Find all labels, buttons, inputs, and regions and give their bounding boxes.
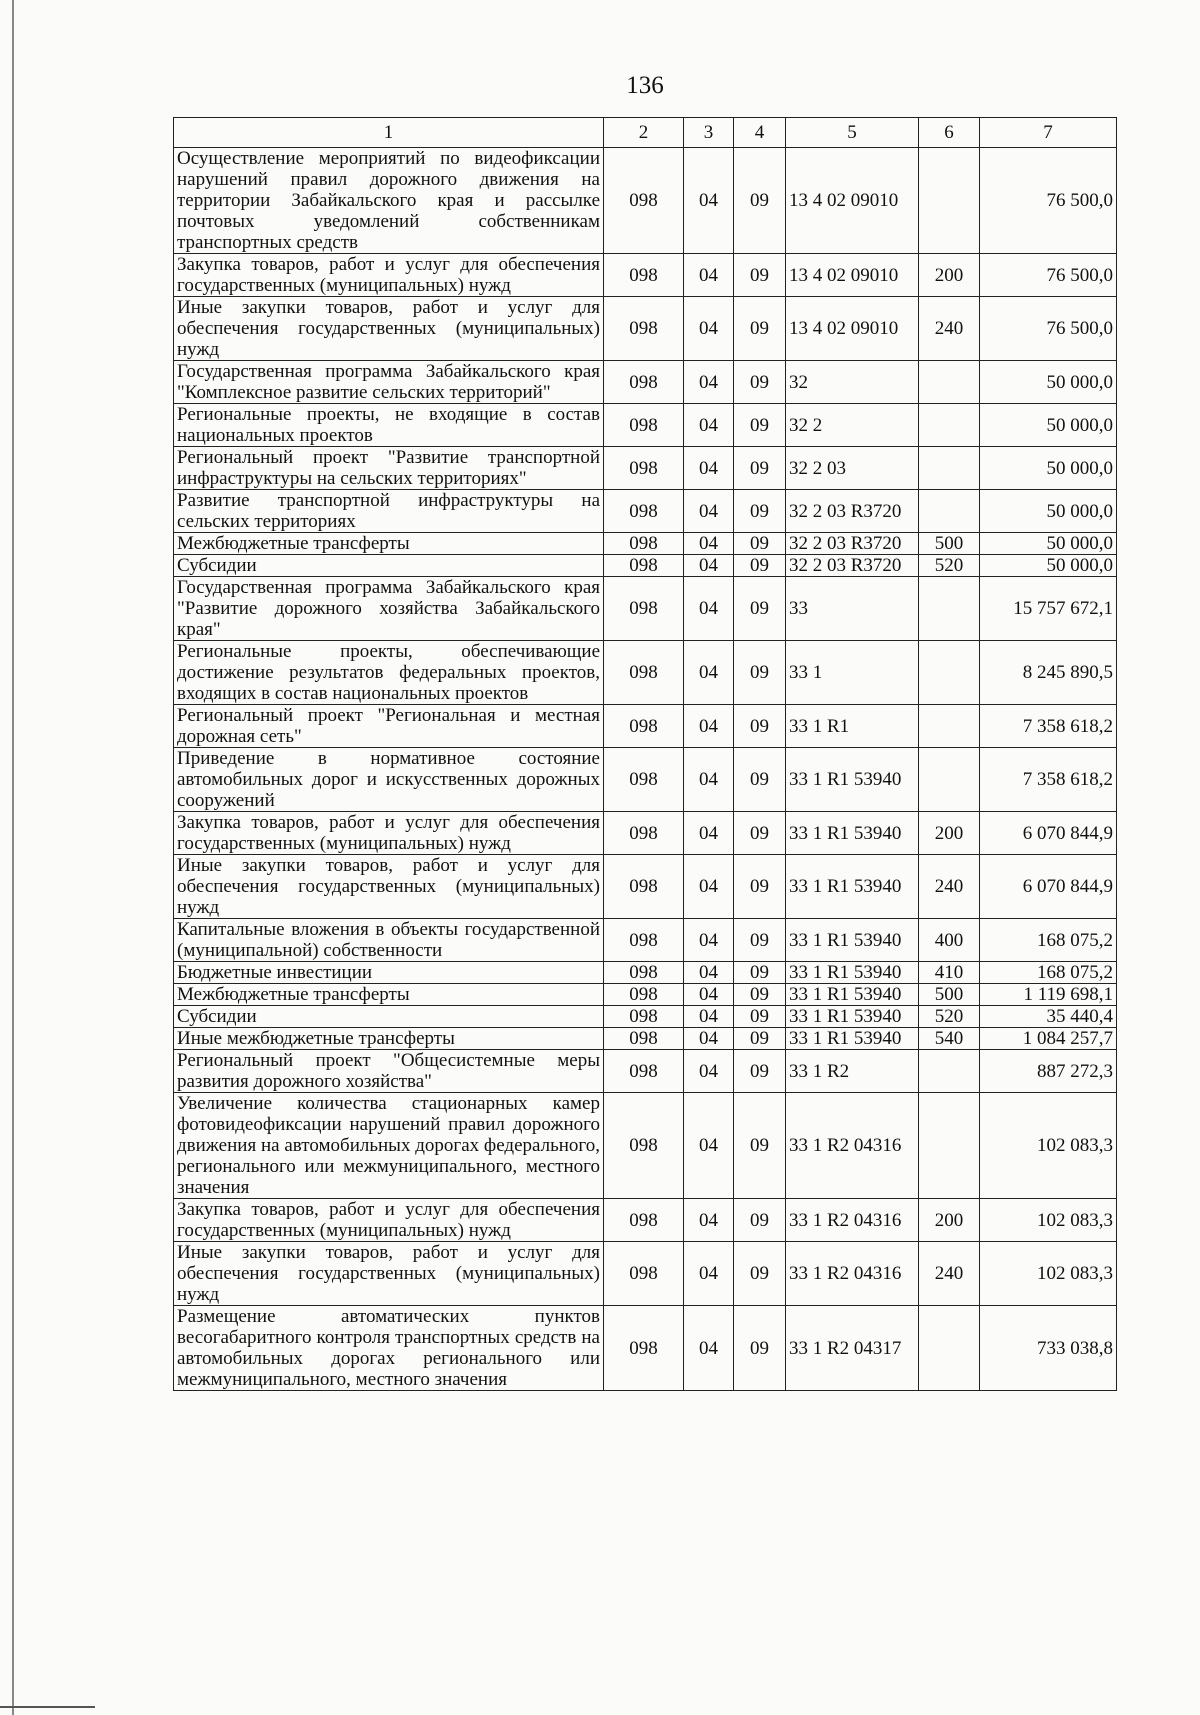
row-amount-cell: 102 083,3 (980, 1242, 1117, 1306)
row-gr-cell: 098 (604, 748, 684, 812)
row-csr-cell: 33 1 (786, 641, 919, 705)
row-gr-cell: 098 (604, 705, 684, 748)
row-csr-cell: 32 2 03 R3720 (786, 490, 919, 533)
page-number: 136 (626, 72, 664, 99)
row-vr-cell (919, 404, 980, 447)
row-vr-cell: 400 (919, 919, 980, 962)
row-vr-cell (919, 148, 980, 254)
row-pr-cell: 09 (734, 254, 786, 297)
row-csr-cell: 33 1 R1 53940 (786, 1028, 919, 1050)
row-pr-cell: 09 (734, 919, 786, 962)
row-name-cell: Межбюджетные трансферты (174, 984, 604, 1006)
table-row (174, 577, 1117, 641)
row-amount-cell: 50 000,0 (980, 404, 1117, 447)
row-pr-cell: 09 (734, 748, 786, 812)
row-pr-cell: 09 (734, 297, 786, 361)
row-vr-cell (919, 1306, 980, 1391)
row-gr-cell: 098 (604, 533, 684, 555)
table-row (174, 533, 1117, 555)
table-row (174, 748, 1117, 812)
row-vr-cell (919, 447, 980, 490)
row-rz-cell: 04 (684, 1093, 734, 1199)
row-name-cell: Региональный проект "Региональная и местная дорожная сеть" (174, 705, 604, 748)
row-rz-cell: 04 (684, 297, 734, 361)
row-csr-cell: 33 1 R1 53940 (786, 812, 919, 855)
row-gr-cell: 098 (604, 1050, 684, 1093)
row-rz-cell: 04 (684, 404, 734, 447)
row-gr-cell: 098 (604, 1242, 684, 1306)
row-gr-cell: 098 (604, 148, 684, 254)
row-pr-cell: 09 (734, 855, 786, 919)
row-name-cell: Региональные проекты, не входящие в состав национальных проектов (174, 404, 604, 447)
row-amount-cell: 50 000,0 (980, 361, 1117, 404)
row-gr-cell: 098 (604, 1028, 684, 1050)
row-csr-cell: 32 2 03 (786, 447, 919, 490)
table-header-row (174, 118, 1117, 148)
row-gr-cell: 098 (604, 855, 684, 919)
row-amount-cell: 1 084 257,7 (980, 1028, 1117, 1050)
row-pr-cell: 09 (734, 1306, 786, 1391)
row-rz-cell: 04 (684, 984, 734, 1006)
row-gr-cell: 098 (604, 577, 684, 641)
row-pr-cell: 09 (734, 148, 786, 254)
row-gr-cell: 098 (604, 361, 684, 404)
row-rz-cell: 04 (684, 1028, 734, 1050)
row-name-cell: Иные межбюджетные трансферты (174, 1028, 604, 1050)
row-pr-cell: 09 (734, 447, 786, 490)
row-pr-cell: 09 (734, 490, 786, 533)
row-csr-cell: 33 1 R1 53940 (786, 855, 919, 919)
row-amount-cell: 50 000,0 (980, 533, 1117, 555)
row-rz-cell: 04 (684, 577, 734, 641)
row-name-cell: Увеличение количества стационарных камер фотовидеофиксации нарушений правил дорожного движения на автомобильных дорогах федерального, регионального или межмуниципального, местного значения (174, 1093, 604, 1199)
table-row (174, 297, 1117, 361)
row-rz-cell: 04 (684, 148, 734, 254)
row-rz-cell: 04 (684, 254, 734, 297)
row-name-cell: Закупка товаров, работ и услуг для обеспечения государственных (муниципальных) нужд (174, 1199, 604, 1242)
row-gr-cell: 098 (604, 1199, 684, 1242)
row-amount-cell: 76 500,0 (980, 254, 1117, 297)
row-gr-cell: 098 (604, 812, 684, 855)
row-name-cell: Размещение автоматических пунктов весогабаритного контроля транспортных средств на автомобильных дорогах регионального или межмуниципального, местного значения (174, 1306, 604, 1391)
row-amount-cell: 102 083,3 (980, 1199, 1117, 1242)
table-row (174, 705, 1117, 748)
row-vr-cell (919, 361, 980, 404)
row-name-cell: Региональный проект "Развитие транспортной инфраструктуры на сельских территориях" (174, 447, 604, 490)
row-vr-cell: 240 (919, 855, 980, 919)
row-vr-cell: 200 (919, 1199, 980, 1242)
row-gr-cell: 098 (604, 297, 684, 361)
row-name-cell: Региональные проекты, обеспечивающие достижение результатов федеральных проектов, входящих в состав национальных проектов (174, 641, 604, 705)
row-amount-cell: 50 000,0 (980, 555, 1117, 577)
row-name-cell: Иные закупки товаров, работ и услуг для обеспечения государственных (муниципальных) нужд (174, 297, 604, 361)
row-vr-cell: 540 (919, 1028, 980, 1050)
row-vr-cell (919, 577, 980, 641)
row-name-cell: Государственная программа Забайкальского края "Комплексное развитие сельских территорий" (174, 361, 604, 404)
row-amount-cell: 50 000,0 (980, 447, 1117, 490)
row-gr-cell: 098 (604, 555, 684, 577)
row-name-cell: Иные закупки товаров, работ и услуг для обеспечения государственных (муниципальных) нужд (174, 1242, 604, 1306)
row-name-cell: Субсидии (174, 555, 604, 577)
row-gr-cell: 098 (604, 490, 684, 533)
table-row (174, 962, 1117, 984)
row-amount-cell: 168 075,2 (980, 919, 1117, 962)
scan-margin-line (12, 0, 14, 1715)
row-name-cell: Развитие транспортной инфраструктуры на сельских территориях (174, 490, 604, 533)
row-gr-cell: 098 (604, 254, 684, 297)
row-amount-cell: 8 245 890,5 (980, 641, 1117, 705)
row-vr-cell: 240 (919, 297, 980, 361)
row-gr-cell: 098 (604, 1093, 684, 1199)
row-pr-cell: 09 (734, 962, 786, 984)
row-csr-cell: 33 1 R2 04317 (786, 1306, 919, 1391)
row-gr-cell: 098 (604, 962, 684, 984)
row-vr-cell (919, 1050, 980, 1093)
table-row (174, 1199, 1117, 1242)
row-amount-cell: 15 757 672,1 (980, 577, 1117, 641)
row-vr-cell (919, 748, 980, 812)
row-vr-cell: 240 (919, 1242, 980, 1306)
scan-footer-mark (0, 1706, 95, 1708)
row-name-cell: Межбюджетные трансферты (174, 533, 604, 555)
column-header: 7 (980, 118, 1117, 148)
row-vr-cell: 200 (919, 254, 980, 297)
table-row (174, 1306, 1117, 1391)
column-header: 1 (174, 118, 604, 148)
table-row (174, 1050, 1117, 1093)
row-gr-cell: 098 (604, 919, 684, 962)
row-csr-cell: 33 1 R1 53940 (786, 1006, 919, 1028)
row-pr-cell: 09 (734, 641, 786, 705)
row-rz-cell: 04 (684, 748, 734, 812)
table-row (174, 919, 1117, 962)
column-header: 6 (919, 118, 980, 148)
table-row (174, 148, 1117, 254)
row-rz-cell: 04 (684, 533, 734, 555)
row-csr-cell: 32 2 (786, 404, 919, 447)
row-pr-cell: 09 (734, 404, 786, 447)
row-pr-cell: 09 (734, 533, 786, 555)
table-row (174, 984, 1117, 1006)
column-header: 5 (786, 118, 919, 148)
row-rz-cell: 04 (684, 1199, 734, 1242)
table-row (174, 361, 1117, 404)
row-vr-cell: 520 (919, 555, 980, 577)
row-rz-cell: 04 (684, 855, 734, 919)
row-gr-cell: 098 (604, 641, 684, 705)
row-csr-cell: 33 1 R2 04316 (786, 1242, 919, 1306)
table-row (174, 490, 1117, 533)
row-amount-cell: 102 083,3 (980, 1093, 1117, 1199)
row-csr-cell: 33 1 R1 53940 (786, 748, 919, 812)
row-amount-cell: 76 500,0 (980, 148, 1117, 254)
table-row (174, 254, 1117, 297)
row-amount-cell: 35 440,4 (980, 1006, 1117, 1028)
row-amount-cell: 6 070 844,9 (980, 855, 1117, 919)
table-row (174, 447, 1117, 490)
row-csr-cell: 32 (786, 361, 919, 404)
row-amount-cell: 7 358 618,2 (980, 748, 1117, 812)
row-vr-cell: 410 (919, 962, 980, 984)
row-amount-cell: 1 119 698,1 (980, 984, 1117, 1006)
row-gr-cell: 098 (604, 404, 684, 447)
row-rz-cell: 04 (684, 1306, 734, 1391)
row-pr-cell: 09 (734, 577, 786, 641)
table-row (174, 1006, 1117, 1028)
row-csr-cell: 13 4 02 09010 (786, 297, 919, 361)
row-rz-cell: 04 (684, 1006, 734, 1028)
row-rz-cell: 04 (684, 490, 734, 533)
row-pr-cell: 09 (734, 1199, 786, 1242)
table-row (174, 1028, 1117, 1050)
row-csr-cell: 33 1 R1 53940 (786, 962, 919, 984)
row-gr-cell: 098 (604, 1006, 684, 1028)
column-header: 3 (684, 118, 734, 148)
row-pr-cell: 09 (734, 1242, 786, 1306)
row-rz-cell: 04 (684, 1242, 734, 1306)
row-amount-cell: 50 000,0 (980, 490, 1117, 533)
row-name-cell: Осуществление мероприятий по видеофиксации нарушений правил дорожного движения на территории Забайкальского края и рассылке почтовых уведомлений собственникам транспортных средств (174, 148, 604, 254)
row-rz-cell: 04 (684, 447, 734, 490)
row-pr-cell: 09 (734, 1093, 786, 1199)
row-csr-cell: 33 1 R2 04316 (786, 1199, 919, 1242)
row-rz-cell: 04 (684, 812, 734, 855)
row-csr-cell: 33 1 R2 04316 (786, 1093, 919, 1199)
budget-table (173, 117, 1117, 1391)
row-csr-cell: 33 1 R2 (786, 1050, 919, 1093)
row-pr-cell: 09 (734, 1050, 786, 1093)
row-vr-cell (919, 1093, 980, 1199)
row-vr-cell: 500 (919, 533, 980, 555)
row-vr-cell (919, 490, 980, 533)
table-row (174, 404, 1117, 447)
row-rz-cell: 04 (684, 705, 734, 748)
row-pr-cell: 09 (734, 1006, 786, 1028)
table-row (174, 1242, 1117, 1306)
row-rz-cell: 04 (684, 962, 734, 984)
row-pr-cell: 09 (734, 812, 786, 855)
row-rz-cell: 04 (684, 919, 734, 962)
row-pr-cell: 09 (734, 705, 786, 748)
row-pr-cell: 09 (734, 361, 786, 404)
row-name-cell: Иные закупки товаров, работ и услуг для обеспечения государственных (муниципальных) нужд (174, 855, 604, 919)
column-header: 4 (734, 118, 786, 148)
row-amount-cell: 168 075,2 (980, 962, 1117, 984)
row-name-cell: Субсидии (174, 1006, 604, 1028)
row-amount-cell: 733 038,8 (980, 1306, 1117, 1391)
table-row (174, 855, 1117, 919)
row-vr-cell (919, 641, 980, 705)
row-vr-cell: 520 (919, 1006, 980, 1028)
row-csr-cell: 32 2 03 R3720 (786, 533, 919, 555)
row-name-cell: Капитальные вложения в объекты государственной (муниципальной) собственности (174, 919, 604, 962)
row-amount-cell: 7 358 618,2 (980, 705, 1117, 748)
row-vr-cell (919, 705, 980, 748)
row-rz-cell: 04 (684, 555, 734, 577)
row-csr-cell: 33 1 R1 53940 (786, 919, 919, 962)
row-csr-cell: 32 2 03 R3720 (786, 555, 919, 577)
row-rz-cell: 04 (684, 361, 734, 404)
row-rz-cell: 04 (684, 641, 734, 705)
column-header: 2 (604, 118, 684, 148)
row-amount-cell: 887 272,3 (980, 1050, 1117, 1093)
row-csr-cell: 13 4 02 09010 (786, 254, 919, 297)
row-name-cell: Закупка товаров, работ и услуг для обеспечения государственных (муниципальных) нужд (174, 254, 604, 297)
row-csr-cell: 33 (786, 577, 919, 641)
row-pr-cell: 09 (734, 984, 786, 1006)
row-rz-cell: 04 (684, 1050, 734, 1093)
row-pr-cell: 09 (734, 1028, 786, 1050)
row-name-cell: Закупка товаров, работ и услуг для обеспечения государственных (муниципальных) нужд (174, 812, 604, 855)
row-csr-cell: 33 1 R1 53940 (786, 984, 919, 1006)
table-row (174, 555, 1117, 577)
table-row (174, 641, 1117, 705)
row-name-cell: Государственная программа Забайкальского края "Развитие дорожного хозяйства Забайкальского края" (174, 577, 604, 641)
row-gr-cell: 098 (604, 984, 684, 1006)
row-gr-cell: 098 (604, 1306, 684, 1391)
row-gr-cell: 098 (604, 447, 684, 490)
row-csr-cell: 13 4 02 09010 (786, 148, 919, 254)
row-pr-cell: 09 (734, 555, 786, 577)
row-vr-cell: 200 (919, 812, 980, 855)
row-name-cell: Бюджетные инвестиции (174, 962, 604, 984)
row-amount-cell: 76 500,0 (980, 297, 1117, 361)
row-csr-cell: 33 1 R1 (786, 705, 919, 748)
table-row (174, 1093, 1117, 1199)
row-vr-cell: 500 (919, 984, 980, 1006)
table-row (174, 812, 1117, 855)
row-amount-cell: 6 070 844,9 (980, 812, 1117, 855)
row-name-cell: Приведение в нормативное состояние автомобильных дорог и искусственных дорожных сооружений (174, 748, 604, 812)
row-name-cell: Региональный проект "Общесистемные меры развития дорожного хозяйства" (174, 1050, 604, 1093)
